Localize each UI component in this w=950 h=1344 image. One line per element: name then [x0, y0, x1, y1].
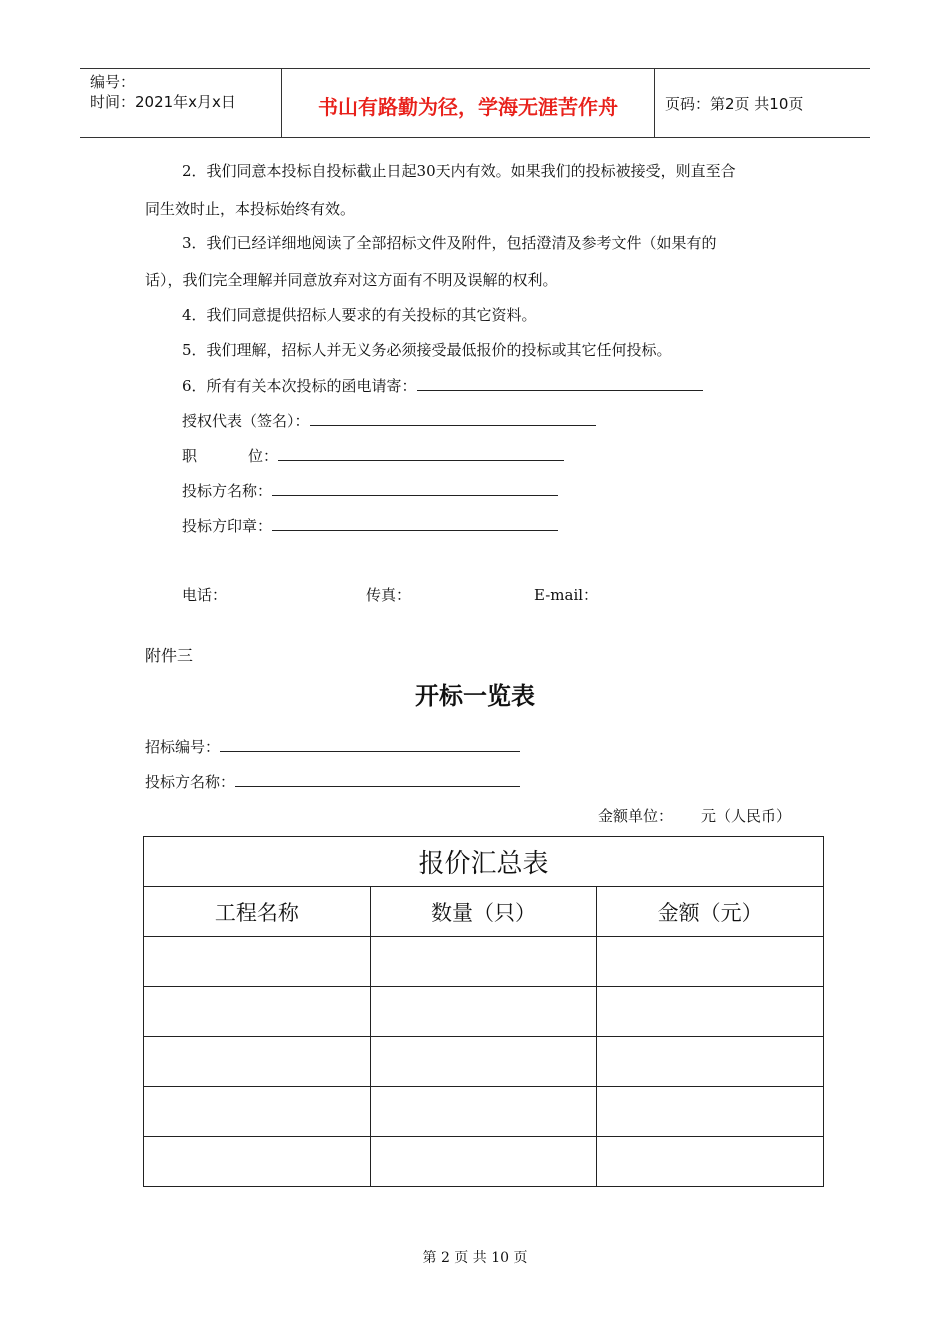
table-cell[interactable]: [144, 1087, 371, 1137]
table-row: [144, 1087, 824, 1137]
clause-3-line2: 话），我们完全理解并同意放弃对这方面有不明及误解的权利。: [145, 271, 558, 289]
table-cell[interactable]: [370, 1037, 597, 1087]
position-field[interactable]: [278, 445, 564, 461]
clause-2-line2: 同生效时止，本投标始终有效。: [145, 200, 356, 218]
rep-signature-row: [182, 410, 596, 431]
col-amount: 金额（元）: [597, 887, 824, 937]
table-row: [144, 987, 824, 1037]
clause-6: [182, 375, 703, 396]
annex-bidder-name-field[interactable]: [235, 771, 520, 787]
position-row: [182, 445, 564, 466]
col-quantity: 数量（只）: [370, 887, 597, 937]
table-cell[interactable]: [597, 987, 824, 1037]
table-caption: 报价汇总表: [144, 837, 824, 887]
table-row: [144, 1137, 824, 1187]
doc-time-label: 时间：2021年x月x日: [90, 93, 236, 111]
table-cell[interactable]: [144, 1037, 371, 1087]
annex-title: 开标一览表: [415, 682, 535, 710]
position-label-a: 职: [182, 447, 198, 465]
header-motto: 书山有路勤为径，学海无涯苦作舟: [318, 95, 618, 119]
clause-2-line1: 2．我们同意本投标自投标截止日起30天内有效。如果我们的投标被接受，则直至合: [182, 162, 736, 180]
col-project-name: 工程名称: [144, 887, 371, 937]
table-cell[interactable]: [144, 937, 371, 987]
table-header-row: [144, 887, 824, 937]
email-label: E-mail：: [534, 586, 599, 604]
annex-bidder-name-label: 投标方名称：: [145, 773, 236, 791]
table-cell[interactable]: [144, 987, 371, 1037]
page-header: [80, 68, 870, 138]
table-row: [144, 1037, 824, 1087]
table-cell[interactable]: [597, 937, 824, 987]
bidder-name-field[interactable]: [272, 480, 558, 496]
header-meta: [90, 72, 236, 112]
header-divider: [654, 69, 655, 137]
bidder-name-label: 投标方名称：: [182, 482, 273, 500]
clause-3-line1: 3．我们已经详细地阅读了全部招标文件及附件，包括澄清及参考文件（如果有的: [182, 234, 717, 252]
table-cell[interactable]: [597, 1137, 824, 1187]
fax-label: 传真：: [366, 586, 412, 604]
bidder-seal-label: 投标方印章：: [182, 517, 273, 535]
table-cell[interactable]: [144, 1137, 371, 1187]
bidder-name-row: [182, 480, 558, 501]
annex-label: 附件三: [145, 646, 194, 665]
table-cell[interactable]: [597, 1087, 824, 1137]
currency-unit-value: 元（人民币）: [701, 807, 792, 825]
rep-signature-field[interactable]: [310, 410, 596, 426]
currency-unit-label: 金额单位：: [598, 807, 674, 825]
rep-signature-label: 授权代表（签名）：: [182, 412, 310, 430]
clause-4: 4．我们同意提供招标人要求的有关投标的其它资料。: [182, 306, 537, 324]
tender-number-field[interactable]: [220, 736, 520, 752]
annex-bidder-name-row: [145, 771, 520, 792]
table-cell[interactable]: [597, 1037, 824, 1087]
table-cell[interactable]: [370, 1087, 597, 1137]
tender-number-label: 招标编号：: [145, 738, 221, 756]
tender-number-row: [145, 736, 520, 757]
phone-label: 电话：: [182, 586, 228, 604]
page-footer: 第 2 页 共 10 页: [422, 1250, 528, 1266]
bidder-seal-row: [182, 515, 558, 536]
table-cell[interactable]: [370, 1137, 597, 1187]
table-cell[interactable]: [370, 937, 597, 987]
header-page-number: 页码：第2页 共10页: [665, 95, 804, 113]
mail-address-label: 6．所有有关本次投标的函电请寄：: [182, 377, 417, 395]
clause-5: 5．我们理解，招标人并无义务必须接受最低报价的投标或其它任何投标。: [182, 341, 672, 359]
table-cell[interactable]: [370, 987, 597, 1037]
currency-unit: [598, 806, 791, 826]
quote-summary-table: [143, 836, 824, 1187]
mail-address-field[interactable]: [417, 375, 703, 391]
position-label-b: 位：: [248, 447, 279, 465]
table-row: [144, 937, 824, 987]
bidder-seal-field[interactable]: [272, 515, 558, 531]
doc-number-label: 编号：: [90, 73, 136, 91]
